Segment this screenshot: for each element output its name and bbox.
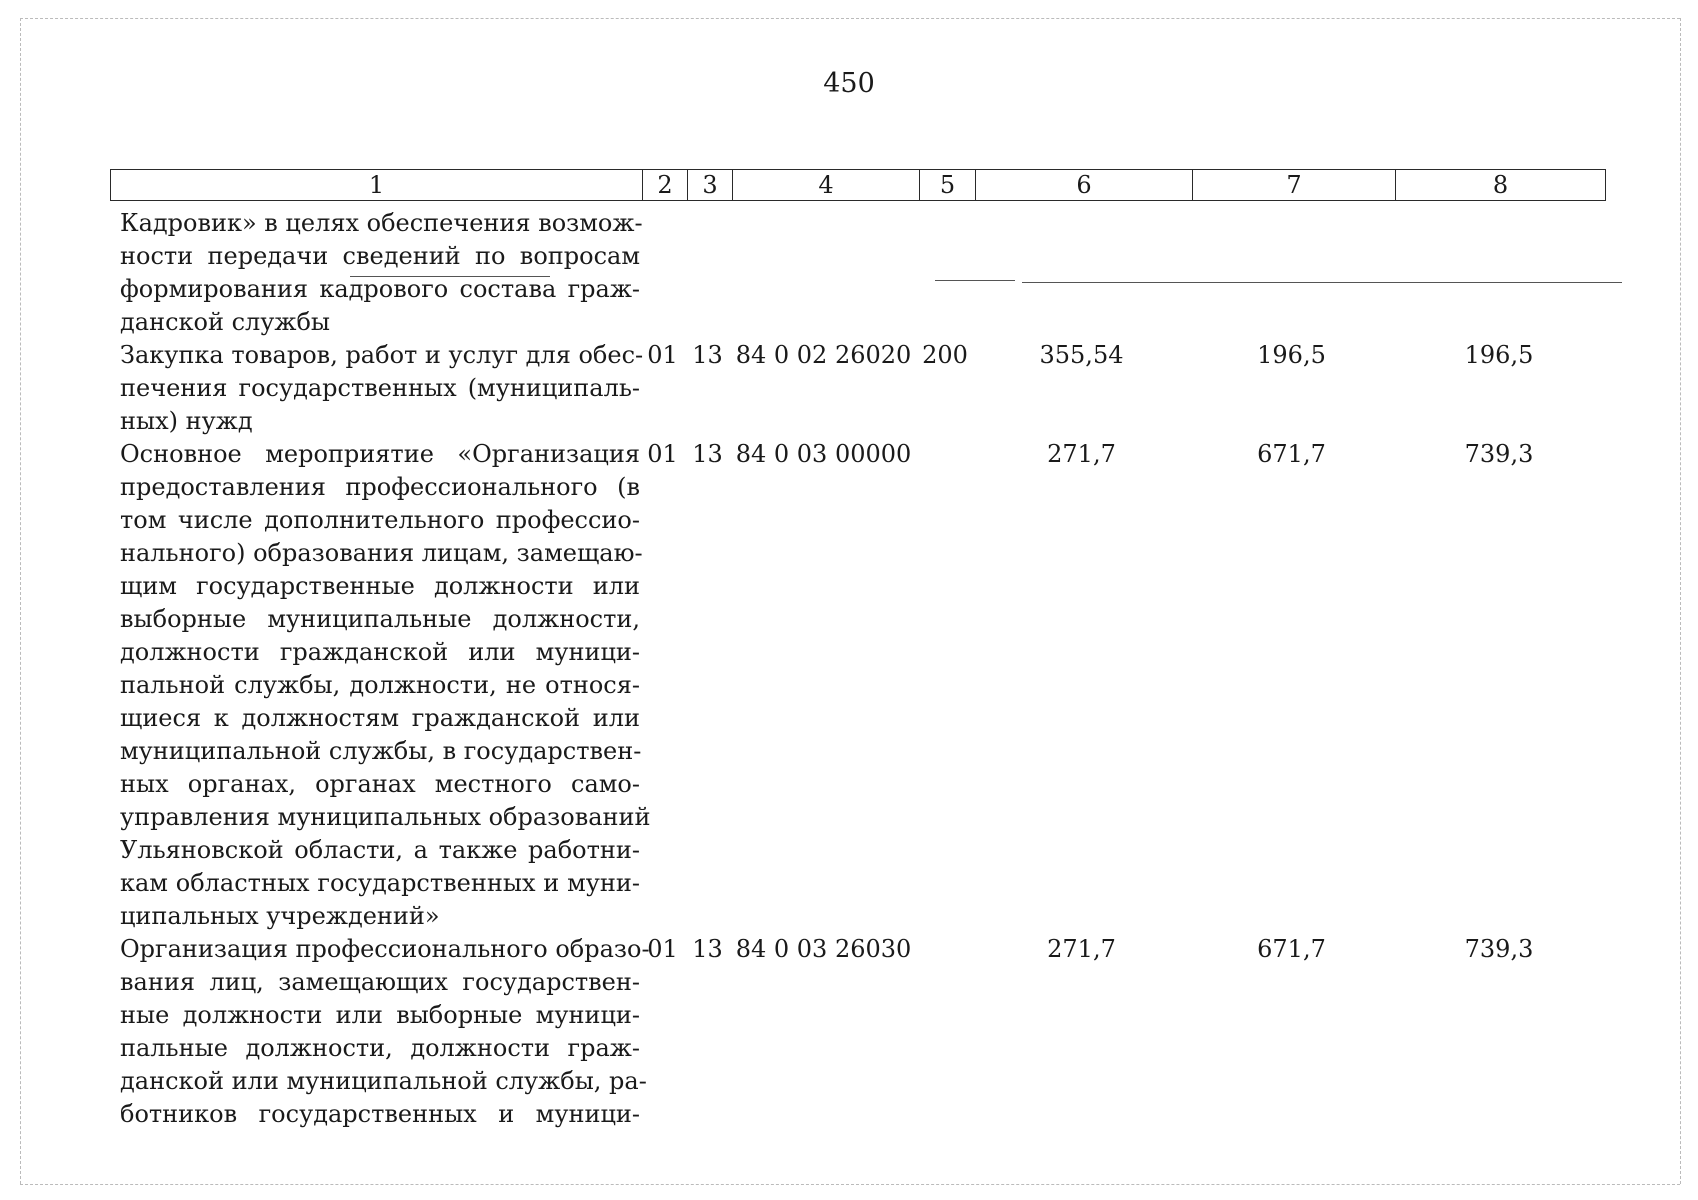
cell-section: 01 [647,440,678,468]
header-col-2: 2 [643,170,688,201]
cell-value-7: 671,7 [1257,440,1326,468]
description-line: формирования кадрового состава граж- [120,275,640,303]
row-description [110,438,651,933]
cell-value-8: 739,3 [1464,935,1534,963]
cell-value-7: 671,7 [1257,935,1326,963]
scan-frame-bottom [20,1184,1680,1185]
header-col-7: 7 [1193,170,1396,201]
description-line: ные должности или выборные муници- [120,1001,640,1029]
table-body [110,207,1605,1131]
cell-expense-type: 200 [922,341,968,369]
row-description [110,207,643,339]
description-line: вания лиц, замещающих государствен- [120,968,640,996]
description-line: данской или муниципальной службы, ра- [120,1067,647,1095]
description-line: предоставления профессионального (в [120,473,640,501]
description-line: Кадровик» в целях обеспечения возмож- [120,209,643,237]
description-line: Основное мероприятие «Организация [120,440,640,468]
description-line: пальные должности, должности граж- [120,1034,640,1062]
description-line: ных) нужд [120,407,253,435]
header-col-5: 5 [920,170,976,201]
description-line: должности гражданской или муници- [120,638,640,666]
description-line: кам областных государственных и муни- [120,869,640,897]
scan-frame-right [1680,18,1681,1184]
row-description [110,933,650,1131]
description-line: муниципальной службы, в государствен- [120,737,642,765]
scan-frame-left [20,18,21,1184]
page-number: 450 [823,68,875,99]
cell-value-6: 271,7 [1047,440,1116,468]
description-line: Закупка товаров, работ и услуг для обес- [120,341,644,369]
cell-value-7: 196,5 [1257,341,1326,369]
description-line: выборные муниципальные должности, [120,605,640,633]
column-number-header [110,169,1606,201]
header-col-1: 1 [111,170,643,201]
description-line: щиеся к должностям гражданской или [120,704,640,732]
cell-subsection: 13 [692,341,723,369]
table-row [110,933,1605,1131]
description-line: ципальных учреждений» [120,902,440,930]
description-line: Организация профессионального образо- [120,935,650,963]
cell-value-6: 271,7 [1047,935,1116,963]
description-line: ботников государственных и муници- [120,1100,640,1128]
description-line: том числе дополнительного профессио- [120,506,640,534]
table-row [110,339,1605,438]
cell-section: 01 [647,935,678,963]
cell-subsection: 13 [692,440,723,468]
cell-value-8: 739,3 [1464,440,1534,468]
description-line: нального) образования лицам, замещаю- [120,539,643,567]
header-col-3: 3 [688,170,733,201]
header-col-8: 8 [1396,170,1606,201]
cell-target-code: 84 0 03 26030 [735,935,912,963]
description-line: щим государственные должности или [120,572,640,600]
description-line: пальной службы, должности, не относя- [120,671,640,699]
header-col-6: 6 [976,170,1193,201]
scan-frame-top [20,18,1680,19]
table-row [110,438,1605,933]
cell-section: 01 [647,341,678,369]
description-line: управления муниципальных образований [120,803,651,831]
cell-subsection: 13 [692,935,723,963]
row-description [110,339,644,438]
cell-value-6: 355,54 [1039,341,1124,369]
cell-target-code: 84 0 03 00000 [735,440,912,468]
description-line: ности передачи сведений по вопросам [120,242,640,270]
table-row [110,207,1605,339]
cell-target-code: 84 0 02 26020 [735,341,912,369]
header-col-4: 4 [733,170,920,201]
description-line: данской службы [120,308,331,336]
description-line: ных органах, органах местного само- [120,770,640,798]
description-line: печения государственных (муниципаль- [120,374,640,402]
cell-value-8: 196,5 [1464,341,1534,369]
description-line: Ульяновской области, а также работни- [120,836,640,864]
